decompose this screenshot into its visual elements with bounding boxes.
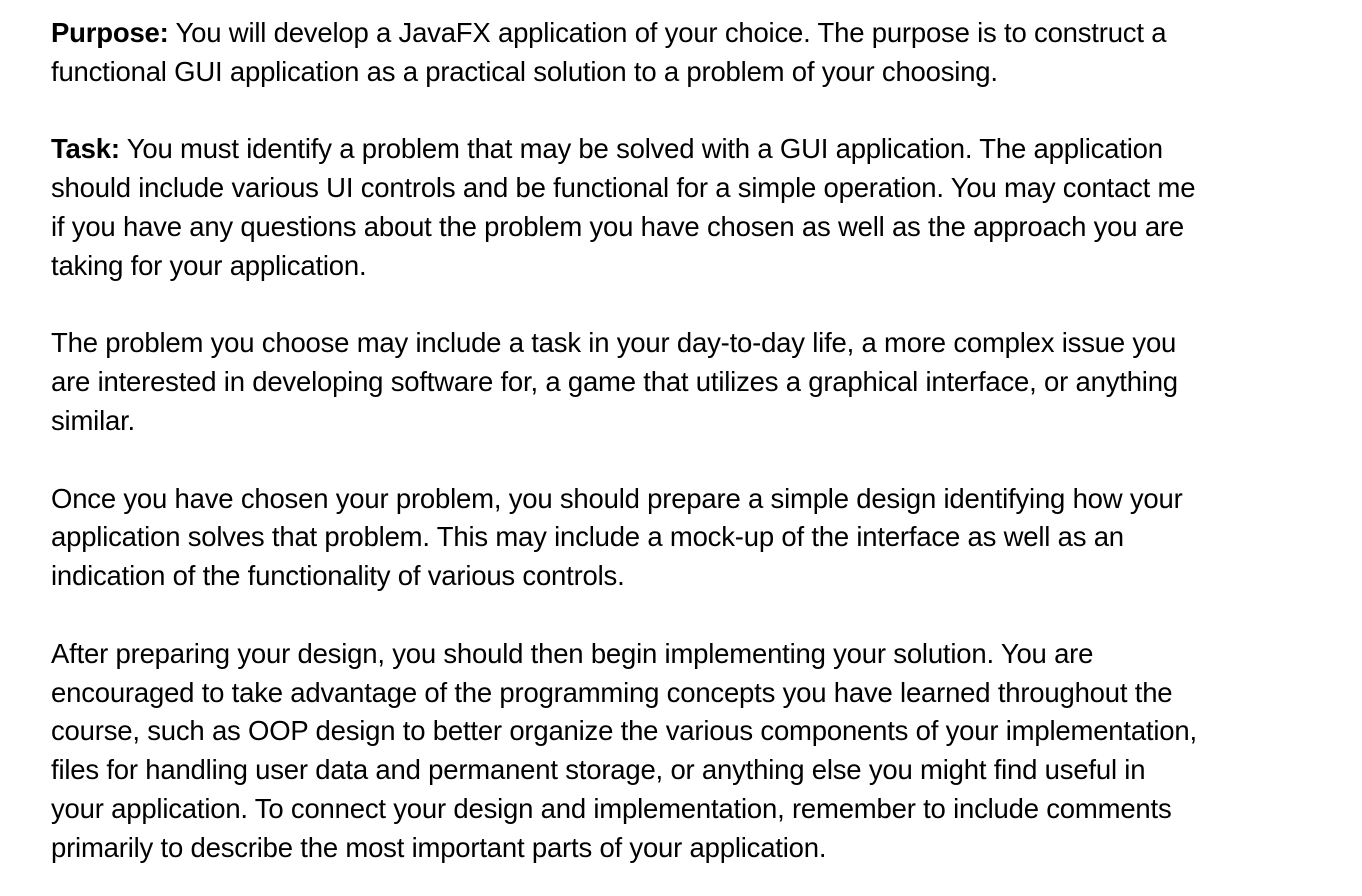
paragraph-line: your application. To connect your design and implementation, remember to include comments xyxy=(51,792,1172,824)
paragraph-line: primarily to describe the most important parts of your application. xyxy=(51,831,827,863)
purpose-paragraph xyxy=(51,14,1351,92)
line-text: You will develop a JavaFX application of your choice. The purpose is to construct a xyxy=(168,17,1167,48)
paragraph-line: The problem you choose may include a task in your day-to-day life, a more complex issue you xyxy=(51,327,1177,359)
paragraph-line: functional GUI application as a practical solution to a problem of your choosing. xyxy=(51,55,998,87)
purpose-heading: Purpose: xyxy=(51,17,169,48)
paragraph-line: course, such as OOP design to better organize the various components of your implementation, xyxy=(51,715,1197,747)
paragraph-line: if you have any questions about the problem you have chosen as well as the approach you are xyxy=(51,210,1184,242)
paragraph-line: encouraged to take advantage of the programming concepts you have learned throughout the xyxy=(51,676,1173,708)
task-heading: Task: xyxy=(51,133,120,165)
paragraph-line: similar. xyxy=(51,404,135,436)
document-body xyxy=(51,14,1351,868)
paragraph-line xyxy=(51,14,1351,53)
task-paragraph xyxy=(51,130,1351,285)
paragraph-line: After preparing your design, you should then begin implementing your solution. You are xyxy=(51,637,1094,669)
paragraph-line xyxy=(51,130,1351,169)
paragraph-line: are interested in developing software for, a game that utilizes a graphical interface, or anything xyxy=(51,366,1178,398)
paragraph-line: indication of the functionality of various controls. xyxy=(51,560,625,592)
design-paragraph xyxy=(51,480,1351,596)
paragraph-line: files for handling user data and permanent storage, or anything else you might find useful in xyxy=(51,754,1146,786)
paragraph-line: Once you have chosen your problem, you should prepare a simple design identifying how your xyxy=(51,482,1183,514)
paragraph-line: taking for your application. xyxy=(51,249,367,281)
paragraph-line: should include various UI controls and be functional for a simple operation. You may contact me xyxy=(51,172,1196,204)
problem-paragraph xyxy=(51,324,1351,440)
paragraph-line: application solves that problem. This may include a mock-up of the interface as well as an xyxy=(51,521,1124,553)
line-text: You must identify a problem that may be solved with a GUI application. The application xyxy=(119,133,1163,165)
implementation-paragraph xyxy=(51,635,1351,868)
